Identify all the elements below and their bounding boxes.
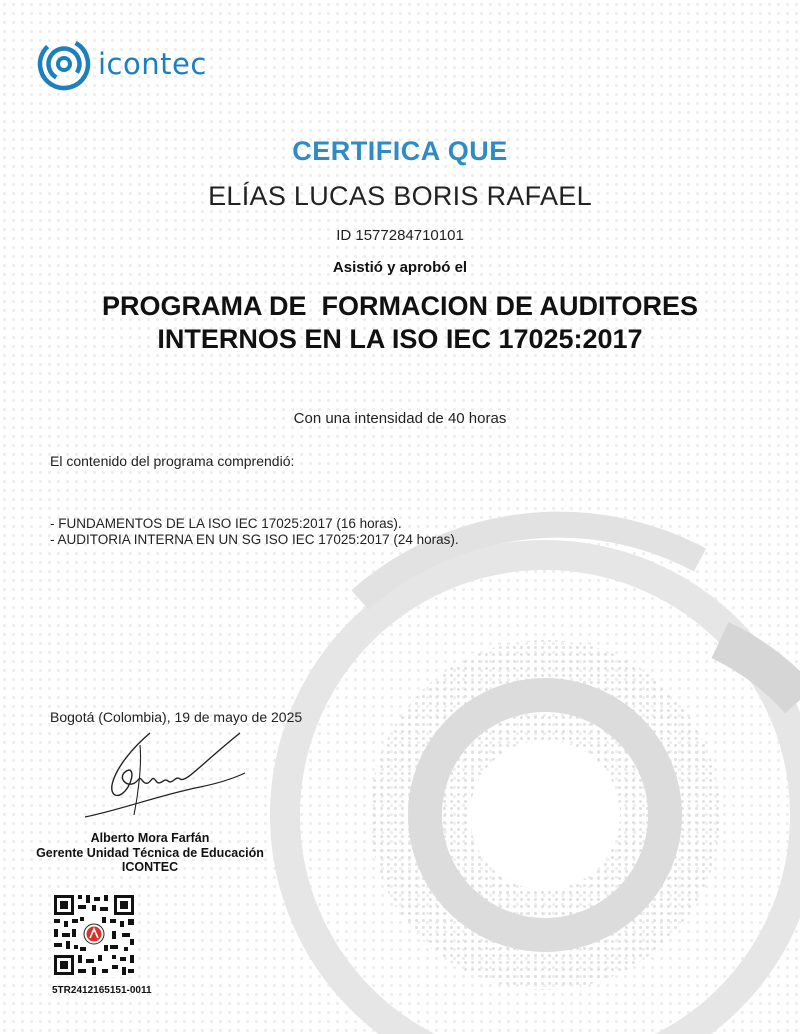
program-title (0, 290, 800, 356)
recipient-name: ELÍAS LUCAS BORIS RAFAEL (208, 181, 592, 211)
icontec-logo-icon (36, 36, 92, 92)
content-intro: El contenido del programa comprendió: (50, 453, 295, 469)
recipient-id: ID 1577284710101 (336, 227, 464, 244)
attended-text: Asistió y aprobó el (332, 259, 468, 276)
intensity-text: Con una intensidad de 40 horas (293, 410, 507, 427)
verification-code: 5TR2412165151-0011 (52, 985, 152, 996)
signer-name: Alberto Mora Farfán (90, 831, 210, 845)
content-list (50, 516, 459, 548)
icontec-logo (36, 36, 207, 92)
content-item: - AUDITORIA INTERNA EN UN SG ISO IEC 17025:2017 (24 horas). (50, 532, 459, 547)
certificate-heading: CERTIFICA QUE (292, 136, 508, 166)
qr-code-icon[interactable] (52, 893, 136, 977)
signer-role: Gerente Unidad Técnica de Educación ICONTEC (36, 846, 264, 874)
content-item: - FUNDAMENTOS DE LA ISO IEC 17025:2017 (16 horas). (50, 516, 402, 531)
program-title-line: INTERNOS EN LA ISO IEC 17025:2017 (157, 324, 643, 354)
brand-name: icontec (98, 47, 207, 81)
signature-icon (80, 725, 250, 825)
program-title-line: PROGRAMA DE FORMACION DE AUDITORES (101, 291, 699, 321)
place-date: Bogotá (Colombia), 19 de mayo de 2025 (50, 709, 303, 725)
